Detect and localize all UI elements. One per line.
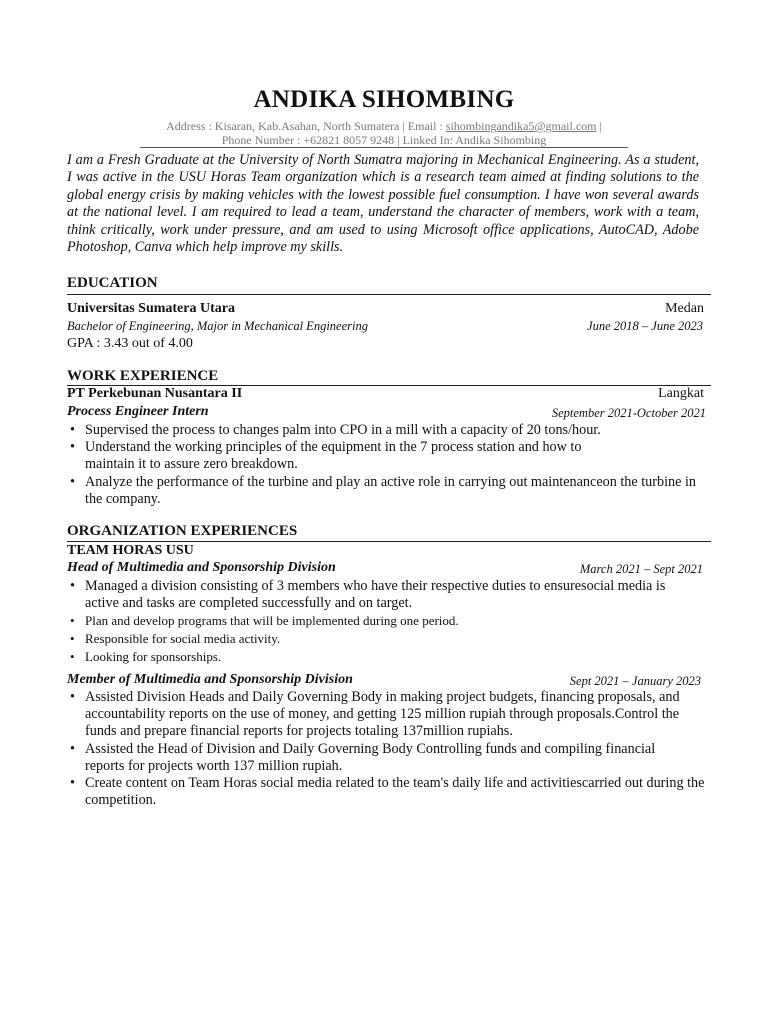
organization-rule (67, 541, 711, 542)
email-suffix: | (596, 119, 602, 133)
list-item: • Create content on Team Horas social media related to the team's daily life and activitiescarried out during the competition. (67, 775, 710, 809)
work-bullets (67, 422, 707, 508)
organization-role-1: Head of Multimedia and Sponsorship Division (67, 560, 336, 575)
education-degree: Bachelor of Engineering, Major in Mechanical Engineering (67, 319, 368, 333)
education-rule (67, 294, 711, 295)
list-item: • Understand the working principles of the equipment in the 7 process station and how to maintain it to assure zero breakdown. (67, 439, 620, 473)
organization-bullets-1 (67, 578, 707, 665)
candidate-name: ANDIKA SIHOMBING (253, 86, 515, 113)
list-item: • Plan and develop programs that will be implemented during one period. (67, 612, 707, 630)
list-item: • Looking for sponsorships. (67, 648, 707, 666)
list-item: • Responsible for social media activity. (67, 630, 707, 648)
list-item: • Managed a division consisting of 3 members who have their respective duties to ensuresocial media is active and tasks are completed successfully and on target. (67, 578, 685, 612)
education-heading: EDUCATION (67, 275, 158, 291)
email-link[interactable]: sihombingandika5@gmail.com (445, 119, 597, 133)
education-school: Universitas Sumatera Utara (67, 301, 235, 316)
list-item: • Assisted Division Heads and Daily Governing Body in making project budgets, financing proposals, and accountability reports on the use of money, and getting 125 million rupiah through proposals.Control the funds and prepare financial reports for projects totaling 137million rupiahs. (67, 689, 685, 741)
list-item: • Analyze the performance of the turbine and play an active role in carrying out maintenanceon the turbine in the company. (67, 474, 707, 508)
header-divider (140, 147, 628, 148)
list-item: • Supervised the process to changes palm into CPO in a mill with a capacity of 20 tons/hour. (67, 422, 707, 439)
work-role: Process Engineer Intern (67, 404, 209, 419)
education-location: Medan (665, 301, 704, 316)
organization-dates-2: Sept 2021 – January 2023 (569, 674, 701, 688)
contact-line-phone: Phone Number : +62821 8057 9248 | Linked In: Andika Sihombing (221, 133, 547, 147)
list-item: • Assisted the Head of Division and Daily Governing Body Controlling funds and compiling financial reports for projects worth 137 million rupiah. (67, 741, 685, 775)
education-gpa: GPA : 3.43 out of 4.00 (67, 336, 193, 351)
profile-summary: I am a Fresh Graduate at the University of North Sumatra majoring in Mechanical Engineering. As a student, I was active in the USU Horas Team organization which is a research team aimed at finding solutions to the global energy crisis by making vehicles with the lowest possible fuel consumption. I have won several awards at the national level. I am required to lead a team, understand the character of members, work with a team, think critically, work under pressure, and am used to using Microsoft office applications, AutoCAD, Adobe Photoshop, Canva which help improve my skills. (67, 152, 699, 256)
work-heading: WORK EXPERIENCE (67, 368, 219, 384)
work-dates: September 2021-October 2021 (551, 406, 706, 420)
work-company: PT Perkebunan Nusantara II (67, 386, 243, 401)
organization-name: TEAM HORAS USU (67, 543, 194, 558)
organization-bullets-2 (67, 689, 707, 809)
organization-dates-1: March 2021 – Sept 2021 (579, 562, 703, 576)
work-location: Langkat (658, 386, 704, 401)
organization-heading: ORGANIZATION EXPERIENCES (67, 523, 298, 539)
address-text: Address : Kisaran, Kab.Asahan, North Sumatera | Email : (166, 119, 446, 133)
education-dates: June 2018 – June 2023 (587, 319, 703, 333)
contact-line-address (0, 119, 768, 134)
organization-role-2: Member of Multimedia and Sponsorship Division (67, 672, 353, 687)
